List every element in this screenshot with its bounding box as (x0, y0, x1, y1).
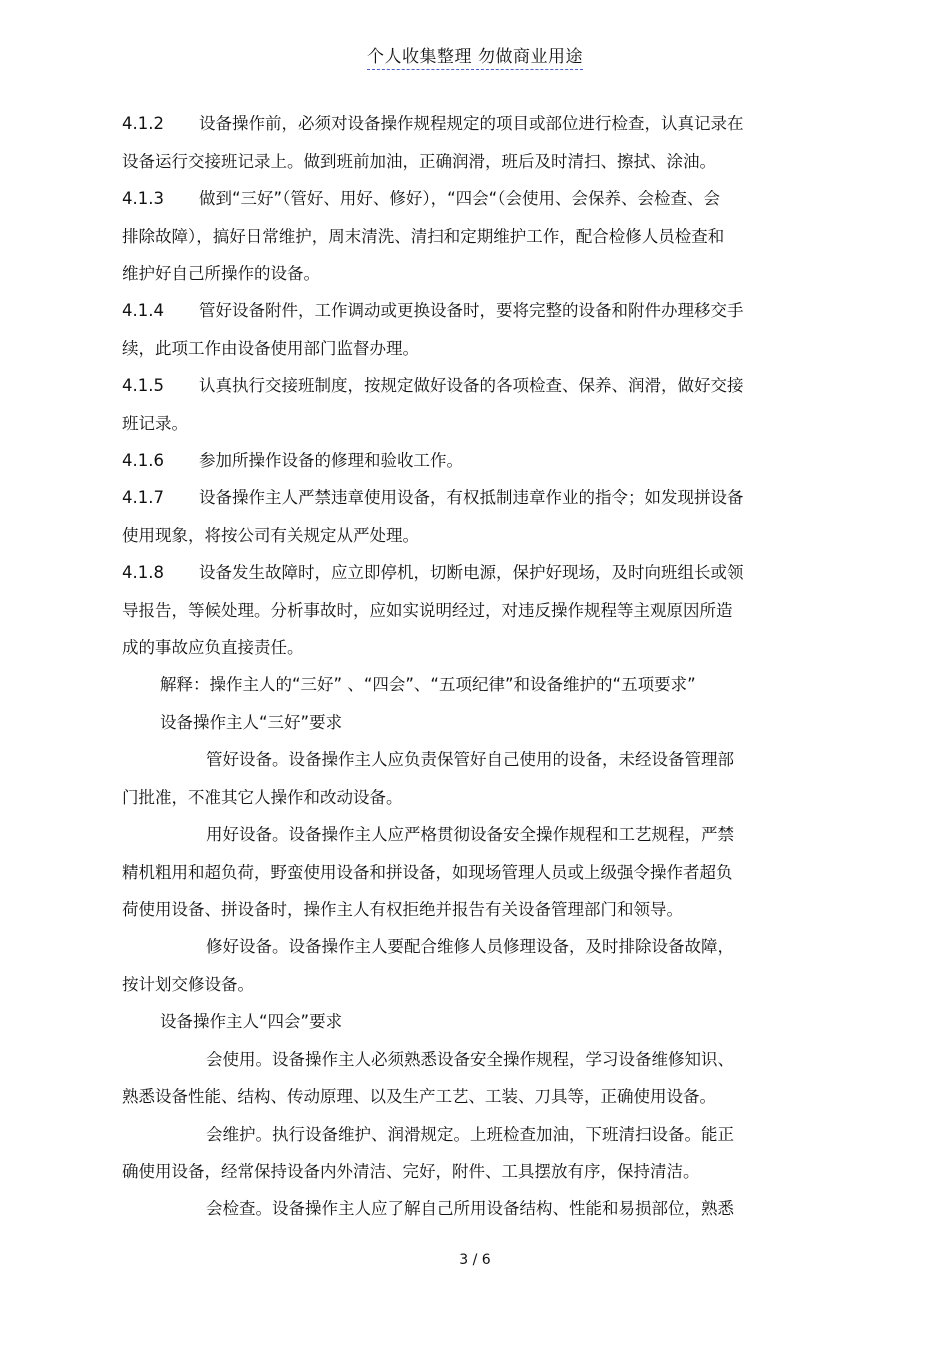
text-line: 门批准，不准其它人操作和改动设备。 (122, 788, 403, 807)
paragraph-start: 会维护。执行设备维护、润滑规定。上班检查加油，下班清扫设备。能正 (206, 1125, 734, 1144)
paragraph-start: 会检查。设备操作主人应了解自己所用设备结构、性能和易损部位，熟悉 (206, 1199, 734, 1218)
clause-4-1-3: 4.1.3 做到“三好”（管好、用好、修好），“四会“（会使用、会保养、会检查、会 (122, 189, 720, 208)
text-line: 荷使用设备、拼设备时，操作主人有权拒绝并报告有关设备管理部门和领导。 (122, 900, 683, 919)
paragraph-start: 用好设备。设备操作主人应严格贯彻设备安全操作规程和工艺规程，严禁 (206, 825, 734, 844)
page-number: 3 / 6 (459, 1252, 491, 1268)
paragraph-start: 修好设备。设备操作主人要配合维修人员修理设备，及时排除设备故障， (206, 937, 734, 956)
text-line: 成的事故应负直接责任。 (122, 638, 304, 657)
section-heading-three-goods: 设备操作主人“三好”要求 (160, 713, 343, 732)
text-line: 维护好自己所操作的设备。 (122, 264, 320, 283)
text-line: 使用现象，将按公司有关规定从严处理。 (122, 526, 419, 545)
text-line: 续，此项工作由设备使用部门监督办理。 (122, 339, 419, 358)
text-line: 精机粗用和超负荷，野蛮使用设备和拼设备，如现场管理人员或上级强令操作者超负 (122, 863, 733, 882)
clause-4-1-6: 4.1.6 参加所操作设备的修理和验收工作。 (122, 451, 463, 470)
text-line: 导报告，等候处理。分析事故时，应如实说明经过，对违反操作规程等主观原因所造 (122, 601, 733, 620)
header-text: 个人收集整理 勿做商业用途 (367, 47, 583, 70)
text-line: 设备运行交接班记录上。做到班前加油，正确润滑，班后及时清扫、擦拭、涂油。 (122, 152, 716, 171)
clause-4-1-4: 4.1.4 管好设备附件，工作调动或更换设备时，要将完整的设备和附件办理移交手 (122, 301, 744, 320)
section-heading-four-skills: 设备操作主人“四会”要求 (160, 1012, 343, 1031)
paragraph-start: 会使用。设备操作主人必须熟悉设备安全操作规程，学习设备维修知识、 (206, 1050, 734, 1069)
clause-4-1-5: 4.1.5 认真执行交接班制度，按规定做好设备的各项检查、保养、润滑，做好交接 (122, 376, 744, 395)
text-line: 按计划交修设备。 (122, 975, 254, 994)
paragraph-start: 管好设备。设备操作主人应负责保管好自己使用的设备，未经设备管理部 (206, 750, 734, 769)
text-line: 熟悉设备性能、结构、传动原理、以及生产工艺、工装、刀具等，正确使用设备。 (122, 1087, 716, 1106)
text-line: 排除故障），搞好日常维护，周末清洗、清扫和定期维护工作，配合检修人员检查和 (122, 227, 725, 246)
explanation-line: 解释：操作主人的“三好” 、“四会”、“五项纪律”和设备维护的“五项要求” (160, 675, 696, 694)
clause-4-1-8: 4.1.8 设备发生故障时，应立即停机，切断电源，保护好现场，及时向班组长或领 (122, 563, 744, 582)
clause-4-1-7: 4.1.7 设备操作主人严禁违章使用设备，有权抵制违章作业的指令；如发现拼设备 (122, 488, 744, 507)
text-line: 班记录。 (122, 414, 188, 433)
page-header (0, 42, 950, 67)
text-line: 确使用设备，经常保持设备内外清洁、完好，附件、工具摆放有序，保持清洁。 (122, 1162, 700, 1181)
clause-4-1-2: 4.1.2 设备操作前，必须对设备操作规程规定的项目或部位进行检查，认真记录在 (122, 114, 744, 133)
